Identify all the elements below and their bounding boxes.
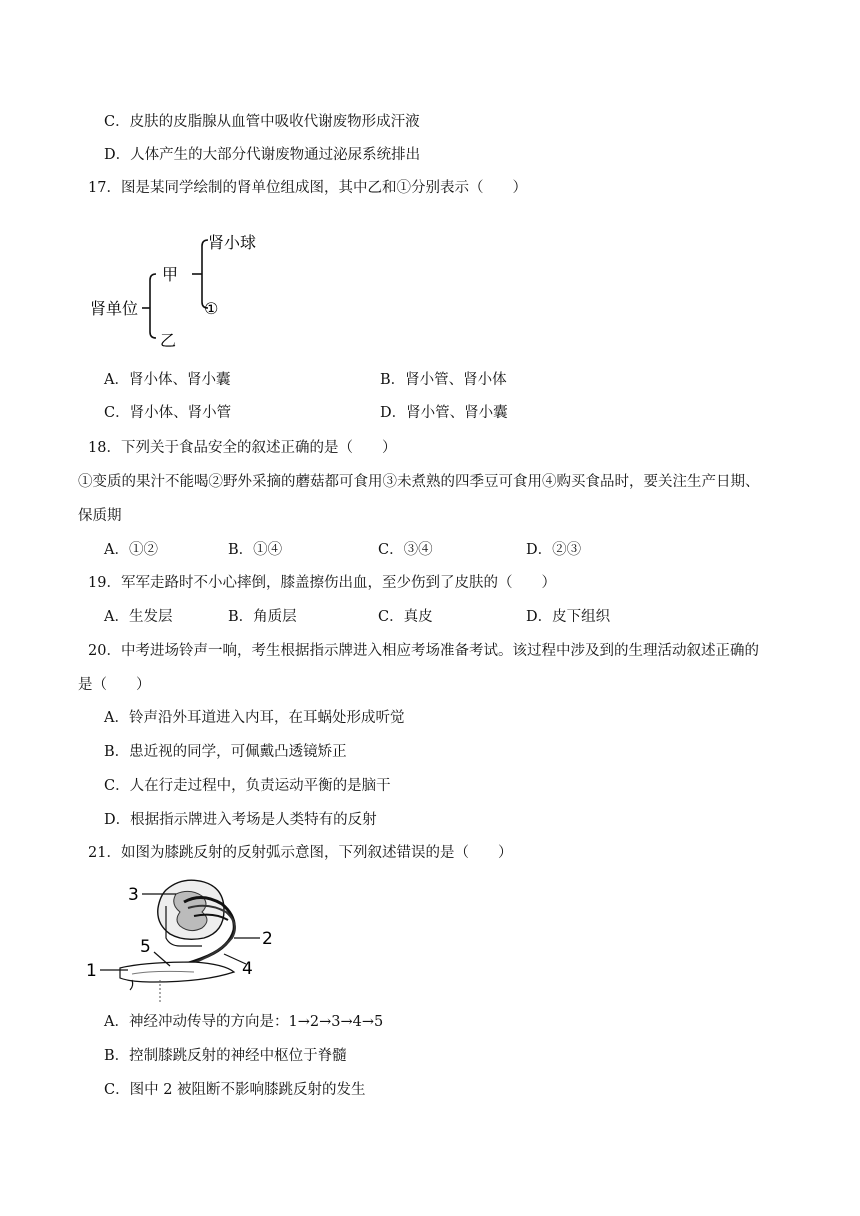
question-21-stem: 21．如图为膝跳反射的反射弧示意图，下列叙述错误的是（ ）	[88, 845, 513, 861]
label-nephron: 肾单位	[90, 299, 139, 318]
question-17-stem: 17．图是某同学绘制的肾单位组成图，其中乙和①分别表示（ ）	[88, 180, 527, 196]
label-3: 3	[128, 885, 139, 905]
question-18-body-cont: 保质期	[78, 508, 122, 524]
bracket-main	[150, 274, 156, 338]
label-circle-1: ①	[204, 299, 219, 318]
q17-option-a: A．肾小体、肾小囊	[104, 372, 231, 388]
nephron-diagram	[84, 226, 284, 356]
q20-option-d: D．根据指示牌进入考场是人类特有的反射	[104, 812, 377, 828]
q18-option-c: C．③④	[378, 542, 433, 558]
label-1: 1	[86, 961, 97, 981]
q17-option-b: B．肾小管、肾小体	[380, 372, 507, 388]
q19-option-d: D．皮下组织	[526, 609, 611, 625]
q21-option-b: B．控制膝跳反射的神经中枢位于脊髓	[104, 1048, 347, 1064]
q19-option-a: A．生发层	[104, 609, 173, 625]
question-18-body: ①变质的果汁不能喝②野外采摘的蘑菇都可食用③未煮熟的四季豆可食用④购买食品时，要关注生产日期、	[78, 474, 760, 490]
question-18-stem: 18．下列关于食品安全的叙述正确的是（ ）	[88, 440, 397, 456]
q18-option-b: B．①④	[228, 542, 283, 558]
label-2: 2	[262, 929, 273, 949]
option-d: D．人体产生的大部分代谢废物通过泌尿系统排出	[104, 147, 421, 163]
q17-option-c: C．肾小体、肾小管	[104, 405, 232, 421]
q19-option-b: B．角质层	[228, 609, 297, 625]
label-glomerulus: 肾小球	[208, 233, 257, 252]
option-c: C．皮肤的皮脂腺从血管中吸收代谢废物形成汗液	[104, 114, 420, 130]
q20-option-a: A．铃声沿外耳道进入内耳，在耳蜗处形成听觉	[104, 710, 405, 726]
q17-option-d: D．肾小管、肾小囊	[380, 405, 508, 421]
question-20-stem: 20．中考进场铃声一响，考生根据指示牌进入相应考场准备考试。该过程中涉及到的生理活动叙述正确的	[88, 643, 759, 659]
spinal-cord	[158, 880, 224, 946]
label-yi: 乙	[160, 331, 177, 350]
label-5: 5	[140, 937, 151, 957]
label-4: 4	[242, 959, 253, 979]
q18-option-a: A．①②	[104, 542, 158, 558]
question-19-stem: 19．军军走路时不小心摔倒，膝盖擦伤出血，至少伤到了皮肤的（ ）	[88, 575, 556, 591]
question-20-stem-cont: 是（ ）	[78, 677, 151, 693]
q20-option-c: C．人在行走过程中，负责运动平衡的是脑干	[104, 778, 391, 794]
q21-option-c: C．图中 2 被阻断不影响膝跳反射的发生	[104, 1082, 366, 1098]
knee-jerk-reflex-arc-diagram	[84, 876, 284, 1006]
q20-option-b: B．患近视的同学，可佩戴凸透镜矫正	[104, 744, 347, 760]
q19-option-c: C．真皮	[378, 609, 433, 625]
q18-option-d: D．②③	[526, 542, 582, 558]
q21-option-a: A．神经冲动传导的方向是：1→2→3→4→5	[104, 1014, 384, 1030]
label-jia: 甲	[162, 265, 179, 284]
